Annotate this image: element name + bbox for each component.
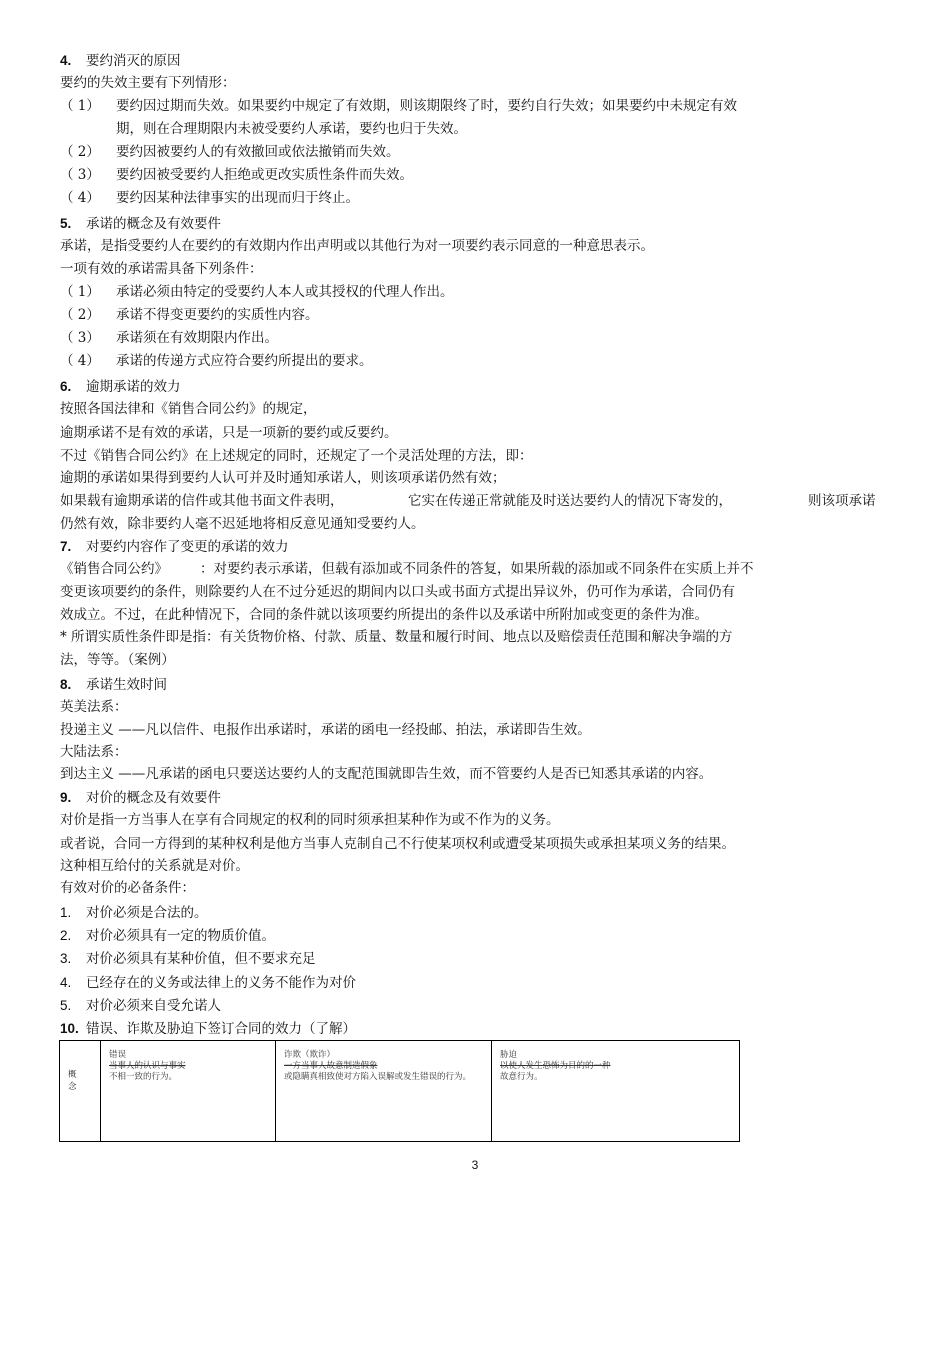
section-4-item-4: （ 4） 要约因某种法律事实的出现而归于终止。 (60, 190, 359, 206)
section-6-p1: 按照各国法律和《销售合同公约》的规定， (60, 401, 317, 417)
section-4-intro: 要约的失效主要有下列情形： (60, 75, 236, 91)
section-4-item-3: （ 3） 要约因被受要约人拒绝或更改实质性条件而失效。 (60, 167, 413, 183)
section-5-item-2: （ 2） 承诺不得变更要约的实质性内容。 (60, 307, 319, 323)
section-10-heading (60, 1020, 356, 1038)
header-mistake-sub: 当事人的认识与事实 (109, 1061, 186, 1071)
contract-validity-table (59, 1040, 740, 1142)
section-8-p2: 投递主义 ——凡以信件、电报作出承诺时，承诺的函电一经投邮、拍法，承诺即告生效。 (60, 722, 591, 738)
section-6-p5a: 如果载有逾期承诺的信件或其他书面文件表明， (60, 493, 344, 509)
row-label-concept: 概念 (68, 1070, 77, 1092)
section-6-title: 逾期承诺的效力 (86, 379, 181, 395)
section-10-title: 错误、诈欺及胁迫下签订合同的效力（了解） (86, 1021, 356, 1037)
section-4-item-1: （ 1） 要约因过期而失效。如果要约中规定了有效期，则该期限终了时，要约自行失效；如果要约中未规定有效 (60, 98, 737, 114)
section-4-heading (60, 52, 181, 70)
section-5-p1: 承诺，是指受要约人在要约的有效期内作出声明或以其他行为对一项要约表示同意的一种意思表示。 (60, 238, 654, 254)
table-label-cell (60, 1041, 101, 1142)
section-8-p1: 英美法系： (60, 699, 128, 715)
section-10-number: 10. (60, 1021, 79, 1036)
section-5-number: 5. (60, 216, 72, 231)
section-8-heading (60, 676, 167, 694)
header-duress: 胁迫 (500, 1050, 518, 1060)
section-9-p2: 或者说，合同一方得到的某种权利是他方当事人克制自己不行使某项权利或遭受某项损失或承担某项义务的结果。 (60, 836, 735, 852)
section-9-p3: 这种相互给付的关系就是对价。 (60, 858, 249, 874)
page-number: 3 (471, 1158, 479, 1172)
section-5-heading (60, 215, 221, 233)
section-4-item-2: （ 2） 要约因被要约人的有效撤回或依法撤销而失效。 (60, 144, 400, 160)
section-8-p3: 大陆法系： (60, 744, 128, 760)
section-5-title: 承诺的概念及有效要件 (86, 216, 221, 232)
header-fraud-sub: 一方当事人故意制造假象 (284, 1061, 378, 1071)
section-8-title: 承诺生效时间 (86, 677, 167, 693)
section-5-item-1: （ 1） 承诺必须由特定的受要约人本人或其授权的代理人作出。 (60, 284, 454, 300)
section-9-title: 对价的概念及有效要件 (86, 790, 221, 806)
section-5-p2: 一项有效的承诺需具备下列条件： (60, 261, 263, 277)
section-7-p1a: 《销售合同公约》 (60, 561, 168, 577)
section-7-p1b: ：对要约表示承诺，但载有添加或不同条件的答复，如果所载的添加或不同条件在实质上并不 (200, 561, 754, 577)
section-9-item-3: 3. 对价必须具有某种价值，但不要求充足 (60, 951, 316, 967)
table-cell-duress (492, 1041, 740, 1142)
section-6-p2: 逾期承诺不是有效的承诺，只是一项新的要约或反要约。 (60, 425, 398, 441)
section-6-heading (60, 378, 181, 396)
section-6-p6: 仍然有效，除非要约人毫不迟延地将相反意见通知受要约人。 (60, 516, 425, 532)
header-mistake: 错误 (109, 1050, 127, 1060)
section-9-item-5: 5. 对价必须来自受允诺人 (60, 998, 221, 1014)
section-4-item-1-cont: 期，则在合理期限内未被受要约人承诺，要约也归于失效。 (116, 121, 467, 137)
section-7-p3: 效成立。不过，在此种情况下，合同的条件就以该项要约所提出的条件以及承诺中所附加或变更的条件为准。 (60, 607, 708, 623)
section-8-number: 8. (60, 677, 72, 692)
section-8-p4: 到达主义 ——凡承诺的函电只要送达要约人的支配范围就即告生效，而不管要约人是否已知悉其承诺的内容。 (60, 766, 713, 782)
section-9-item-4: 4. 已经存在的义务或法律上的义务不能作为对价 (60, 975, 356, 991)
header-duress-sub: 以使人发生恐怖为目的的一种 (500, 1061, 611, 1071)
section-5-item-3: （ 3） 承诺须在有效期限内作出。 (60, 330, 278, 346)
section-6-number: 6. (60, 379, 72, 394)
section-4-number: 4. (60, 53, 72, 68)
section-7-heading (60, 538, 289, 556)
cell-mistake-text: 不相一致的行为。 (109, 1072, 178, 1082)
section-7-p5: 法，等等。（案例） (60, 652, 175, 668)
section-5-item-4: （ 4） 承诺的传递方式应符合要约所提出的要求。 (60, 353, 373, 369)
section-9-p1: 对价是指一方当事人在享有合同规定的权利的同时须承担某种作为或不作为的义务。 (60, 812, 560, 828)
header-fraud: 诈欺（欺诈） (284, 1050, 336, 1060)
section-9-item-2: 2. 对价必须具有一定的物质价值。 (60, 928, 275, 944)
cell-fraud-text: 或隐瞒真相致使对方陷入误解或发生错误的行为。 (284, 1072, 472, 1082)
section-9-item-1: 1. 对价必须是合法的。 (60, 905, 208, 921)
section-4-title: 要约消灭的原因 (86, 53, 181, 69)
section-6-p4: 逾期的承诺如果得到要约人认可并及时通知承诺人，则该项承诺仍然有效； (60, 470, 506, 486)
section-6-p3: 不过《销售合同公约》在上述规定的同时，还规定了一个灵活处理的方法，即： (60, 448, 533, 464)
cell-duress-text: 故意行为。 (500, 1072, 543, 1082)
section-7-title: 对要约内容作了变更的承诺的效力 (86, 539, 289, 555)
table-cell-fraud (276, 1041, 492, 1142)
section-9-p4: 有效对价的必备条件： (60, 880, 195, 896)
section-7-number: 7. (60, 539, 72, 554)
section-6-p5c: 则该项承诺 (808, 493, 876, 509)
table-cell-mistake (101, 1041, 276, 1142)
section-9-number: 9. (60, 790, 72, 805)
section-7-p2: 变更该项要约的条件，则除要约人在不过分延迟的期间内以口头或书面方式提出异议外，仍可作为承诺，合同仍有 (60, 584, 735, 600)
section-9-heading (60, 789, 221, 807)
table-row (60, 1041, 740, 1142)
section-6-p5b: 它实在传递正常就能及时送达要约人的情况下寄发的， (408, 493, 732, 509)
section-7-p4: * 所谓实质性条件即是指：有关货物价格、付款、质量、数量和履行时间、地点以及赔偿责任范围和解决争端的方 (60, 629, 733, 645)
